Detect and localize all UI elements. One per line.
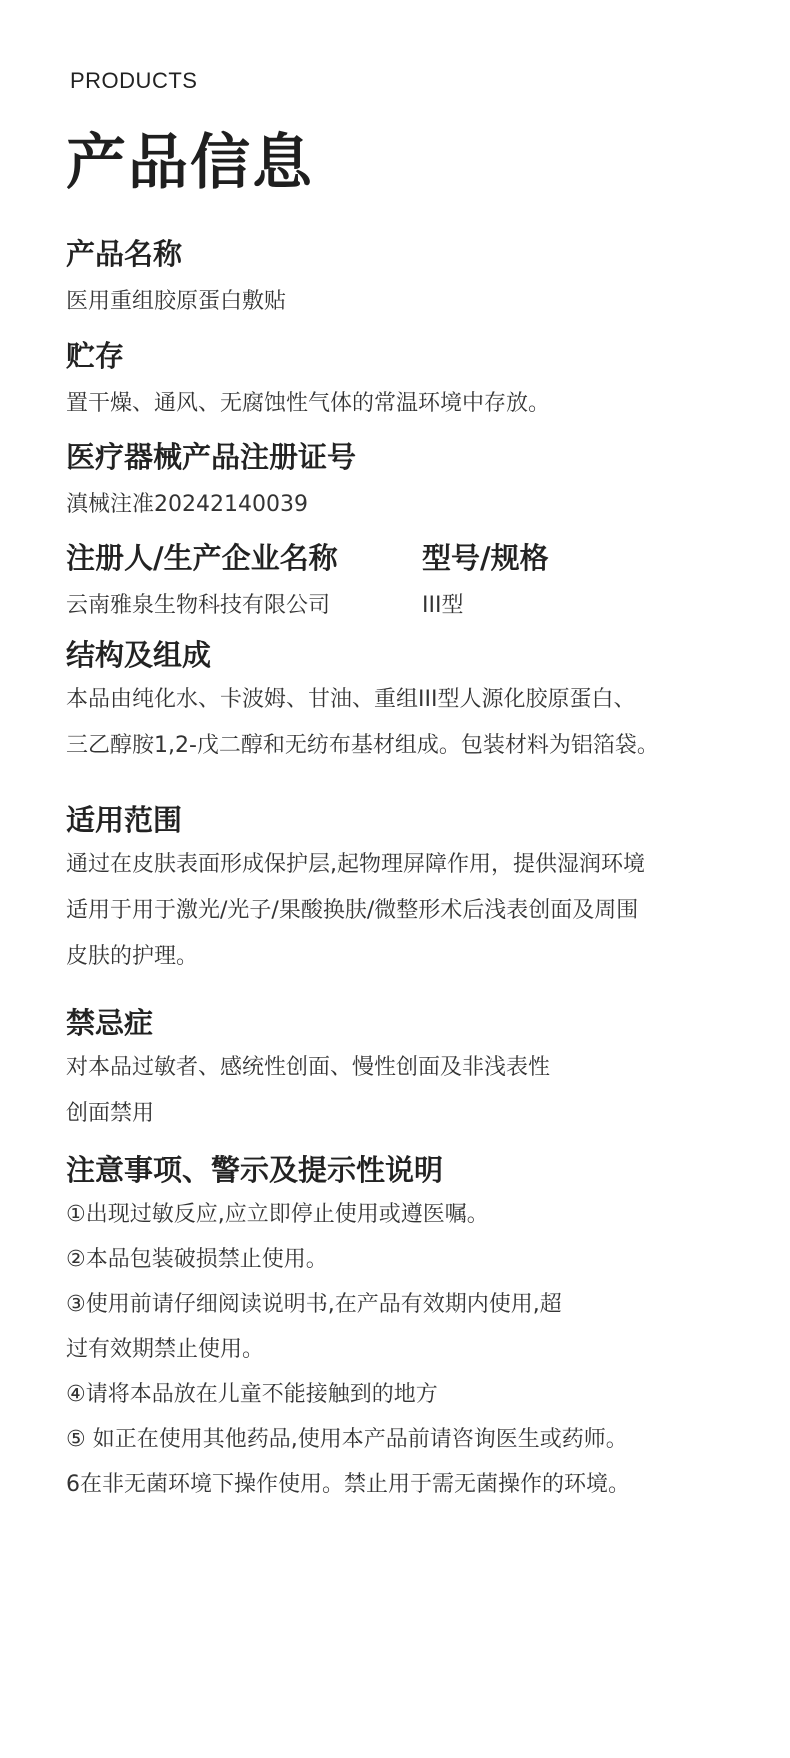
contraindications-heading: 禁忌症 — [66, 1006, 154, 1040]
section-eyebrow: PRODUCTS — [70, 68, 198, 93]
scope-line: 适用于用于激光/光子/果酸换肤/微整形术后浅表创面及周围 — [66, 898, 639, 923]
model-section — [422, 538, 549, 626]
model-value: III型 — [422, 593, 464, 618]
registration-heading: 医疗器械产品注册证号 — [66, 440, 357, 474]
composition-section — [66, 635, 659, 771]
registrant-heading: 注册人/生产企业名称 — [66, 541, 338, 575]
registration-section — [66, 437, 356, 525]
composition-heading: 结构及组成 — [66, 638, 212, 672]
precautions-line: ③使用前请仔细阅读说明书,在产品有效期内使用,超 — [66, 1292, 562, 1317]
scope-line: 皮肤的护理。 — [66, 944, 199, 969]
model-heading: 型号/规格 — [422, 541, 549, 575]
storage-heading: 贮存 — [66, 339, 125, 373]
precautions-heading: 注意事项、警示及提示性说明 — [66, 1153, 444, 1187]
precautions-line: ④请将本品放在儿童不能接触到的地方 — [66, 1382, 438, 1407]
contraindications-line: 对本品过敏者、感统性创面、慢性创面及非浅表性 — [66, 1055, 551, 1080]
composition-line: 本品由纯化水、卡波姆、甘油、重组III型人源化胶原蛋白、 — [66, 687, 636, 712]
precautions-line: ⑤ 如正在使用其他药品,使用本产品前请咨询医生或药师。 — [66, 1427, 628, 1452]
precautions-line: 6在非无菌环境下操作使用。禁止用于需无菌操作的环境。 — [66, 1472, 630, 1497]
product-name-heading: 产品名称 — [66, 237, 183, 271]
precautions-line: 过有效期禁止使用。 — [66, 1337, 265, 1362]
scope-section — [66, 800, 645, 982]
precautions-section — [66, 1150, 630, 1510]
precautions-line: ②本品包装破损禁止使用。 — [66, 1247, 328, 1272]
contraindications-line: 创面禁用 — [66, 1101, 155, 1126]
product-name-section — [66, 234, 286, 322]
registration-value: 滇械注准20242140039 — [66, 492, 308, 517]
page-title: 产品信息 — [66, 128, 314, 198]
composition-line: 三乙醇胺1,2-戊二醇和无纺布基材组成。包装材料为铝箔袋。 — [66, 733, 659, 758]
registrant-section — [66, 538, 338, 626]
storage-section — [66, 336, 550, 424]
scope-heading: 适用范围 — [66, 803, 183, 837]
precautions-line: ①出现过敏反应,应立即停止使用或遵医嘱。 — [66, 1202, 489, 1227]
scope-line: 通过在皮肤表面形成保护层,起物理屏障作用，提供湿润环境 — [66, 852, 645, 877]
storage-value: 置干燥、通风、无腐蚀性气体的常温环境中存放。 — [66, 391, 551, 416]
product-name-value: 医用重组胶原蛋白敷贴 — [66, 289, 287, 314]
registrant-value: 云南雅泉生物科技有限公司 — [66, 593, 331, 618]
contraindications-section — [66, 1003, 550, 1139]
